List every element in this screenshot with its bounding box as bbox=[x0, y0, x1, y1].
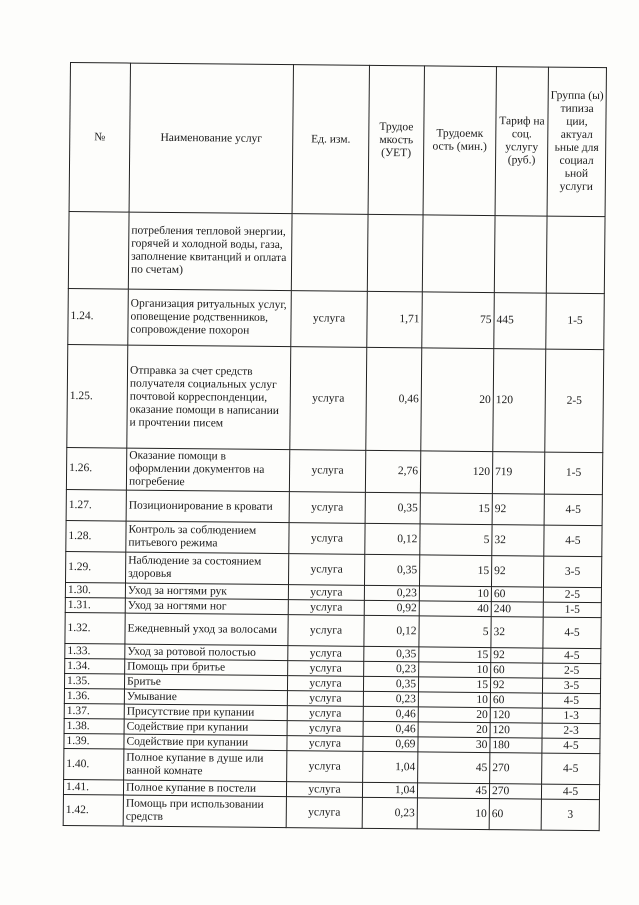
row-typing-group: 4-5 bbox=[544, 525, 602, 557]
row-number: 1.42. bbox=[63, 794, 123, 826]
row-unit: услуга bbox=[287, 736, 363, 752]
row-labor-minutes: 5 bbox=[419, 616, 491, 648]
row-unit: услуга bbox=[286, 782, 362, 798]
row-typing-group bbox=[546, 216, 605, 294]
row-labor-minutes: 20 bbox=[418, 722, 490, 738]
row-service-name: Полное купание в душе или ванной комнате bbox=[124, 749, 287, 782]
table-row bbox=[67, 344, 604, 452]
row-service-name: Ежедневный уход за волосами bbox=[125, 613, 288, 646]
row-labor-uet: 0,92 bbox=[364, 600, 419, 616]
row-typing-group: 3-5 bbox=[542, 678, 600, 694]
row-unit: услуга bbox=[287, 676, 363, 692]
row-typing-group: 1-3 bbox=[542, 708, 600, 724]
row-number: 1.39. bbox=[64, 733, 124, 749]
row-number: 1.36. bbox=[64, 688, 124, 704]
row-number: 1.35. bbox=[64, 673, 124, 689]
table-body bbox=[63, 211, 605, 830]
row-tariff: 445 bbox=[494, 293, 547, 349]
row-labor-uet: 1,04 bbox=[363, 751, 418, 783]
row-typing-group: 4-5 bbox=[543, 617, 601, 649]
row-labor-uet: 0,46 bbox=[363, 721, 418, 737]
row-labor-uet: 0,46 bbox=[363, 706, 418, 722]
row-unit: услуга bbox=[287, 706, 363, 722]
row-labor-uet: 0,23 bbox=[364, 661, 419, 677]
row-labor-minutes bbox=[422, 215, 495, 293]
row-labor-minutes: 10 bbox=[417, 798, 489, 830]
row-labor-uet: 0,35 bbox=[365, 492, 420, 524]
row-labor-uet bbox=[367, 214, 423, 292]
row-tariff: 32 bbox=[491, 617, 543, 648]
row-unit: услуга bbox=[288, 661, 364, 677]
row-typing-group: 4-5 bbox=[541, 784, 599, 800]
row-labor-minutes: 10 bbox=[419, 586, 491, 602]
row-labor-uet: 0,69 bbox=[363, 736, 418, 752]
row-service-name: Позиционирование в кровати bbox=[126, 490, 289, 523]
row-unit: услуга bbox=[287, 751, 363, 783]
header-labor-uet: Трудое мкость (УЕТ) bbox=[368, 65, 424, 215]
row-labor-minutes: 30 bbox=[418, 737, 490, 753]
row-tariff: 270 bbox=[489, 784, 541, 799]
row-unit: услуга bbox=[288, 615, 364, 647]
row-number: 1.24. bbox=[68, 288, 129, 345]
row-service-name: Полное купание в постели bbox=[123, 780, 286, 797]
row-unit: услуга bbox=[289, 450, 365, 493]
row-number bbox=[68, 211, 129, 289]
row-service-name: Помощь при бритье bbox=[125, 659, 288, 676]
table-row bbox=[66, 489, 602, 525]
row-typing-group: 2-5 bbox=[543, 663, 601, 679]
table-header-row bbox=[69, 63, 606, 217]
row-tariff: 60 bbox=[489, 799, 541, 830]
row-labor-uet: 0,23 bbox=[362, 797, 417, 829]
row-unit: услуга bbox=[289, 492, 365, 524]
row-labor-minutes: 15 bbox=[419, 555, 491, 587]
row-service-name: Умывание bbox=[124, 689, 287, 706]
row-labor-minutes: 20 bbox=[421, 348, 494, 452]
row-tariff: 60 bbox=[491, 587, 543, 602]
tariff-table bbox=[63, 62, 607, 831]
row-service-name: Оказание помощи в оформлении документов на погребение bbox=[126, 448, 289, 492]
row-labor-uet: 0,46 bbox=[366, 347, 422, 451]
row-unit: услуга bbox=[288, 646, 364, 662]
row-number: 1.31. bbox=[65, 597, 125, 613]
header-service-name: Наименование услуг bbox=[129, 63, 293, 214]
row-number: 1.27. bbox=[66, 489, 126, 521]
row-labor-uet: 0,12 bbox=[365, 523, 420, 555]
table-row bbox=[68, 211, 605, 293]
row-unit: услуга bbox=[287, 691, 363, 707]
row-typing-group: 4-5 bbox=[544, 494, 602, 526]
row-labor-minutes: 20 bbox=[418, 707, 490, 723]
table-row bbox=[65, 612, 601, 648]
row-unit: услуга bbox=[286, 797, 362, 829]
table-row bbox=[68, 288, 605, 349]
row-typing-group: 4-5 bbox=[542, 753, 600, 785]
row-labor-minutes: 75 bbox=[422, 292, 495, 349]
row-service-name: Контроль за соблюдением питьевого режима bbox=[126, 521, 289, 554]
row-service-name: Бритье bbox=[124, 674, 287, 691]
row-labor-minutes: 15 bbox=[418, 677, 490, 693]
row-tariff: 60 bbox=[490, 693, 542, 708]
header-unit: Ед. изм. bbox=[292, 65, 369, 215]
row-labor-minutes: 40 bbox=[419, 601, 491, 617]
row-tariff: 60 bbox=[491, 663, 543, 678]
table-row bbox=[66, 551, 602, 587]
row-labor-uet: 1,04 bbox=[362, 782, 417, 798]
row-service-name: Помощь при использовании средств bbox=[123, 795, 286, 828]
table-row bbox=[66, 520, 602, 556]
row-tariff: 270 bbox=[490, 753, 542, 784]
row-service-name: Содействие при купании bbox=[124, 719, 287, 736]
row-labor-minutes: 45 bbox=[417, 783, 489, 799]
row-typing-group: 3-5 bbox=[543, 556, 601, 588]
row-unit: услуга bbox=[289, 523, 365, 555]
row-number: 1.25. bbox=[67, 344, 128, 448]
row-number: 1.29. bbox=[66, 551, 126, 583]
row-number: 1.37. bbox=[64, 703, 124, 719]
row-tariff: 92 bbox=[492, 494, 544, 525]
row-unit: услуга bbox=[288, 585, 364, 601]
row-tariff: 719 bbox=[492, 452, 544, 494]
table-row bbox=[64, 748, 600, 784]
row-unit bbox=[291, 214, 368, 292]
row-tariff: 240 bbox=[491, 602, 543, 617]
row-service-name: Присутствие при купании bbox=[124, 704, 287, 721]
row-tariff: 180 bbox=[490, 738, 542, 753]
row-unit: услуга bbox=[288, 600, 364, 616]
row-service-name: Отправка за счет средств получателя социальных услуг почтовой корреспонденции, оказание помощи в написании и прочтении писем bbox=[127, 345, 291, 450]
row-labor-minutes: 5 bbox=[420, 524, 492, 556]
header-number: № bbox=[69, 63, 130, 213]
row-service-name: Уход за ногтями ног bbox=[125, 598, 288, 615]
row-number: 1.28. bbox=[66, 520, 126, 552]
row-unit: услуга bbox=[287, 721, 363, 737]
row-tariff: 92 bbox=[490, 678, 542, 693]
row-labor-minutes: 15 bbox=[419, 647, 491, 663]
row-typing-group: 1-5 bbox=[543, 602, 601, 618]
row-labor-minutes: 120 bbox=[420, 451, 492, 494]
row-labor-uet: 0,23 bbox=[364, 585, 419, 601]
row-unit: услуга bbox=[290, 347, 367, 451]
row-number: 1.38. bbox=[64, 718, 124, 734]
row-unit: услуга bbox=[291, 291, 368, 348]
row-service-name: Содействие при купании bbox=[124, 734, 287, 751]
row-typing-group: 3 bbox=[541, 799, 599, 831]
header-typing-group: Группа (ы) типиза ции, актуал ьные для социал ьной услуги bbox=[547, 67, 606, 217]
table-row bbox=[63, 794, 599, 830]
row-labor-uet: 0,35 bbox=[364, 554, 419, 586]
row-number: 1.30. bbox=[65, 582, 125, 598]
row-number: 1.32. bbox=[65, 612, 125, 644]
row-labor-uet: 0,12 bbox=[364, 615, 419, 647]
row-typing-group: 4-5 bbox=[542, 738, 600, 754]
row-service-name: потребления тепловой энергии, горячей и холодной воды, газа, заполнение квитанций и оплата по счетам) bbox=[128, 212, 292, 291]
row-typing-group: 4-5 bbox=[543, 648, 601, 664]
row-tariff bbox=[494, 216, 547, 293]
row-labor-uet: 0,35 bbox=[364, 646, 419, 662]
row-service-name: Наблюдение за состоянием здоровья bbox=[126, 552, 289, 585]
row-labor-minutes: 10 bbox=[418, 692, 490, 708]
row-typing-group: 4-5 bbox=[542, 693, 600, 709]
row-number: 1.26. bbox=[66, 447, 126, 490]
row-service-name: Уход за ротовой полостью bbox=[125, 644, 288, 661]
row-typing-group: 1-5 bbox=[546, 293, 605, 350]
row-typing-group: 2-5 bbox=[545, 349, 604, 453]
row-typing-group: 2-5 bbox=[543, 587, 601, 603]
row-number: 1.41. bbox=[63, 779, 123, 795]
row-typing-group: 2-3 bbox=[542, 723, 600, 739]
row-labor-uet: 1,71 bbox=[367, 291, 423, 348]
row-number: 1.34. bbox=[65, 658, 125, 674]
header-tariff: Тариф на соц. услугу (руб.) bbox=[495, 67, 548, 216]
row-tariff: 120 bbox=[493, 349, 546, 452]
row-unit: услуга bbox=[288, 554, 364, 586]
table-row bbox=[66, 447, 602, 494]
row-number: 1.40. bbox=[64, 748, 124, 780]
row-typing-group: 1-5 bbox=[544, 452, 602, 495]
header-labor-minutes: Трудоемк ость (мин.) bbox=[423, 66, 496, 216]
row-tariff: 120 bbox=[490, 723, 542, 738]
row-service-name: Уход за ногтями рук bbox=[125, 583, 288, 600]
row-labor-uet: 2,76 bbox=[365, 450, 420, 493]
row-labor-minutes: 45 bbox=[418, 752, 490, 784]
row-tariff: 32 bbox=[492, 525, 544, 556]
row-service-name: Организация ритуальных услуг, оповещение родственников, сопровождение похорон bbox=[128, 289, 292, 347]
row-labor-minutes: 10 bbox=[419, 662, 491, 678]
row-labor-uet: 0,23 bbox=[363, 691, 418, 707]
row-labor-uet: 0,35 bbox=[363, 676, 418, 692]
row-tariff: 120 bbox=[490, 708, 542, 723]
row-labor-minutes: 15 bbox=[420, 493, 492, 525]
row-tariff: 92 bbox=[491, 648, 543, 663]
row-tariff: 92 bbox=[491, 556, 543, 587]
row-number: 1.33. bbox=[65, 643, 125, 659]
